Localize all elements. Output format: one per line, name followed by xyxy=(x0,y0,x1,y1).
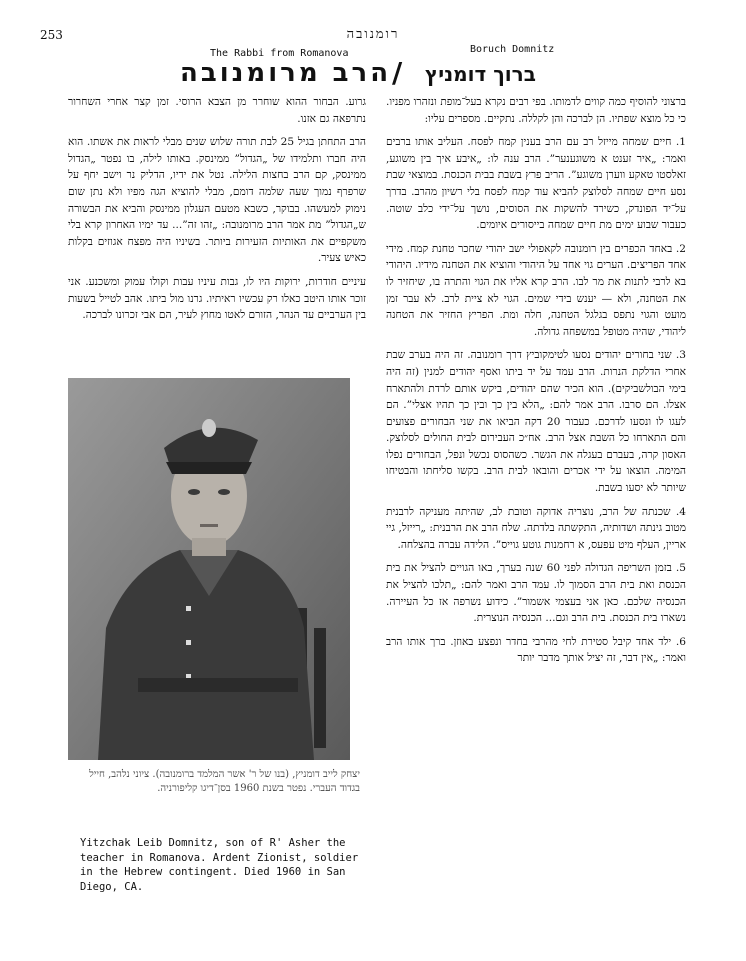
page-number: 253 xyxy=(40,28,63,42)
paragraph: 4. שכנתה של הרב, נוצריה אדוקה וטובת לב, שהיתה מעניקה לרבנית מטוב גינתה ושדותיה, התקשתה בלדתה. שלח הרב את הרבנית: „רייזל, גיי אריין, העלף מיט עפעס, א רחמנות גוטע גוייס”. הלידה עברה בהצלחה. xyxy=(386,505,686,551)
title-english: The Rabbi from Romanova xyxy=(210,48,349,59)
article-right-column xyxy=(386,94,686,674)
soldier-portrait-photo xyxy=(68,378,350,760)
running-head: רומנובה xyxy=(346,27,400,42)
author-english: Boruch Domnitz xyxy=(470,44,555,55)
author-hebrew: ברוך דומניץ xyxy=(425,62,536,86)
paragraph: 2. באחד הכפרים בין רומנובה לקאפולי ישב יהודי שחכר טחנת קמח. מידי אחד הפריצים. הערים גוי אחד על היהודי והוציא את הטחנה מידיו. היהודי בא לרבי לתנות את מר לבו. הרב קרא אליו את הגוי והתרה בו, שיחזיר לו את הטחנה, ולא — יענש בידי שמים. הגוי לא ציית לרב. לא עבר זמן מועט והגוי נתפס בגלגל הטחנה, חלה ומת. הפריץ החזיר את הטחנה ליהודי, שהיה מטופל במשפחה גדולה. xyxy=(386,242,686,338)
photo-caption-english: Yitzchak Leib Domnitz, son of R' Asher the teacher in Romanova. Ardent Zionist, soldier in the Hebrew contingent. Died 1960 in San Diego, CA. xyxy=(80,837,359,893)
paragraph: עיניים חודרות, ירוקות היו לו, גבות עיניו עבות וקולו עמוק ומשכנע. אני זוכר אותו היטב כאלו רק עכשיו ראיתיו. גרנו מול ביתו. אהב לטייל בשעות בין הערביים עד הנהר, הזורם לאטו מחוץ לעיר, הם אבי זכרונו לברכה. xyxy=(68,275,366,322)
paragraph: 5. בזמן השריפה הגדולה לפני 60 שנה בערך, באו הגויים להציל את בית הכנסת ואת בית הרב הסמוך לו. עמד הרב ואמר להם: „תלכו להציל את הכנסיה שלכם. כאן אני בעצמי אשמור”. כידוע נשרפה אז כל העיירה. נשארו בית הכנסת. בית הרב וגם... הכנסיה הנוצרית. xyxy=(386,562,687,625)
paragraph: 6. ילד אחד קיבל סטירת לחי מהרבי בחדר ונפצע באוזן. ברך אותו הרב ואמר: „אין דבר, זה יציל אותך מדבר יותר xyxy=(386,635,686,665)
photo-caption-hebrew: יצחק לייב דומניץ, (בנו של ר' אשר המלמד ברומנובה). ציוני נלהב, חייל בגדוד העברי. נפטר בשנת 1960 בסן־דיגו קליפורניה. xyxy=(89,769,360,794)
title-separator: / xyxy=(392,56,403,89)
title-hebrew: הרב מרומנובה xyxy=(180,58,392,88)
paragraph: הרב התחתן בגיל 25 לבת תורה שלוש שנים מבלי לראות את אשתו. הוא היה חברו ותלמידו של „הגדול” ממינסק. באותו לילה, בו נפטר „הגדול ממינסק, קם הרב בחצות הלילה. נטל את ידיו, הדליק נר וישב יחף על שרפרף נמוך שעה שלמה דומם, מבלי להוציא הגה מפיו ולא נתן שום נימוק למעשהו. בבוקר, כשבא מטעם העגלון ממינסק והביא את הבשורה ש„הגדול” מת אמר הרב מרומנובה: „זהו זה”... עד ימיו האחרון קרא בלי משקפיים את האותיות הזעירות ביותר. בשיניו היה מפצח אגוזים בקלות כאיש צעיר. xyxy=(68,136,367,265)
paragraph: 3. שני בחורים יהודים נסעו לטימקוביץ דרך רומנובה. זה היה בערב שבת אחרי הדלקת הנרות. הרב עמד על יד ביתו ואסף יהודים למנין (זה היה בימי הבולשביקים). הוא הכיר שהם יהודים, ביקש אותם לרדת ולהתארח אצלו. הם סרבו. הרב אמר להם: „הלא בין כך ובין כך תהיו אצלי”. הם לעגו לו ונסעו לדרכם. כעבור 20 דקה הביאו את שני הבחורים פצועים והם התארחו כל השבת אצל הרב. אח״כ העבירום לבית החולים לסלוצק. האסון קרה, בעברם בעגלה את הגשר. כשהסוס נכשל ונפל, הבחורים נפלו המימה. הוצאו על ידי אכרים והובאו לבית הרב. בקשו סליחתו והבטיחו שיותר לא יסעו בשבת. xyxy=(386,349,686,495)
article-left-column xyxy=(68,94,366,331)
paragraph: ברצוני להוסיף כמה קווים לדמותו. בפי רבים נקרא בעל־מופת ונזהרו מפניו. כי כל מוצא שפתיו. הן לברכה והן לקללה. נתקיים. מספרים עליו: xyxy=(386,96,686,125)
paragraph: גרוע. הבחור ההוא שוחרר מן הצבא הרוסי. זמן קצר אחרי השחרור נתרפאה גם אזנו. xyxy=(68,96,366,125)
paragraph: 1. חיים שמחה מייזל רב עם הרב בענין קמח לפסח. העליב אותו ברבים ואמר: „איר זענט א משוגענער”. הרב ענה לו: „איבע איך בין משוגע, זאלסטו טאקע ווערן משוגע”. הריב פרץ בשבת בבית הכנסת. במוצאי שבת נסע חיים שמחה לסלוצק להביא עוד קמח לפסח בלי רשיון מהרב. בדרך על־יד הפונדק, כשירד להשקות את הסוסים, נושך על־ידי כלב שוטה. כעבור שבוע ימים מת חיים שמחה בייסורים איומים. xyxy=(386,136,686,232)
